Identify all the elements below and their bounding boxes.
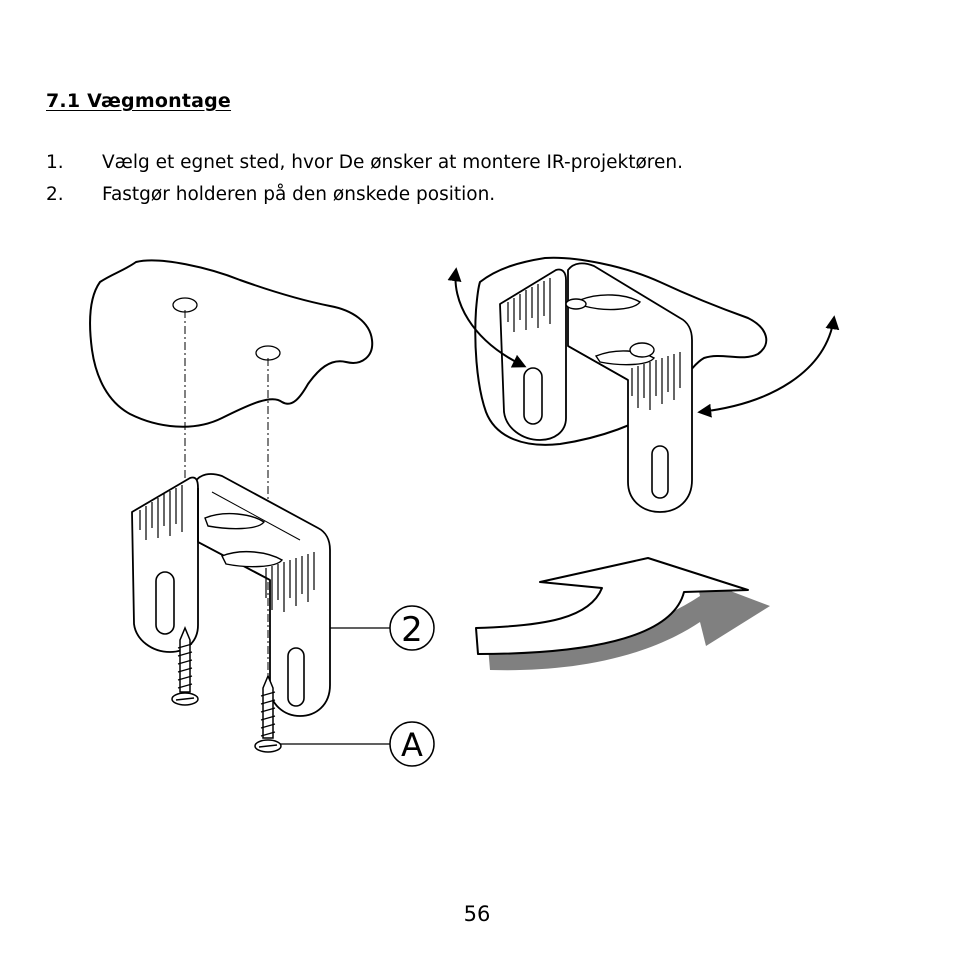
step-2-number: 2. xyxy=(46,184,64,205)
screw-hole-1 xyxy=(173,298,197,312)
step-1-number: 1. xyxy=(46,152,64,173)
wall-surface xyxy=(90,260,372,426)
wall-mount-illustration xyxy=(0,240,954,800)
step-1-text: Vælg et egnet sted, hvor De ønsker at montere IR-projektøren. xyxy=(102,152,683,173)
page-number: 56 xyxy=(463,902,491,926)
screw-hole-2 xyxy=(256,346,280,360)
section-heading: 7.1 Vægmontage xyxy=(46,90,232,112)
step-2-text: Fastgør holderen på den ønskede position. xyxy=(102,184,496,205)
callout-a-label: A xyxy=(401,726,423,764)
callout-2-label: 2 xyxy=(401,610,423,650)
